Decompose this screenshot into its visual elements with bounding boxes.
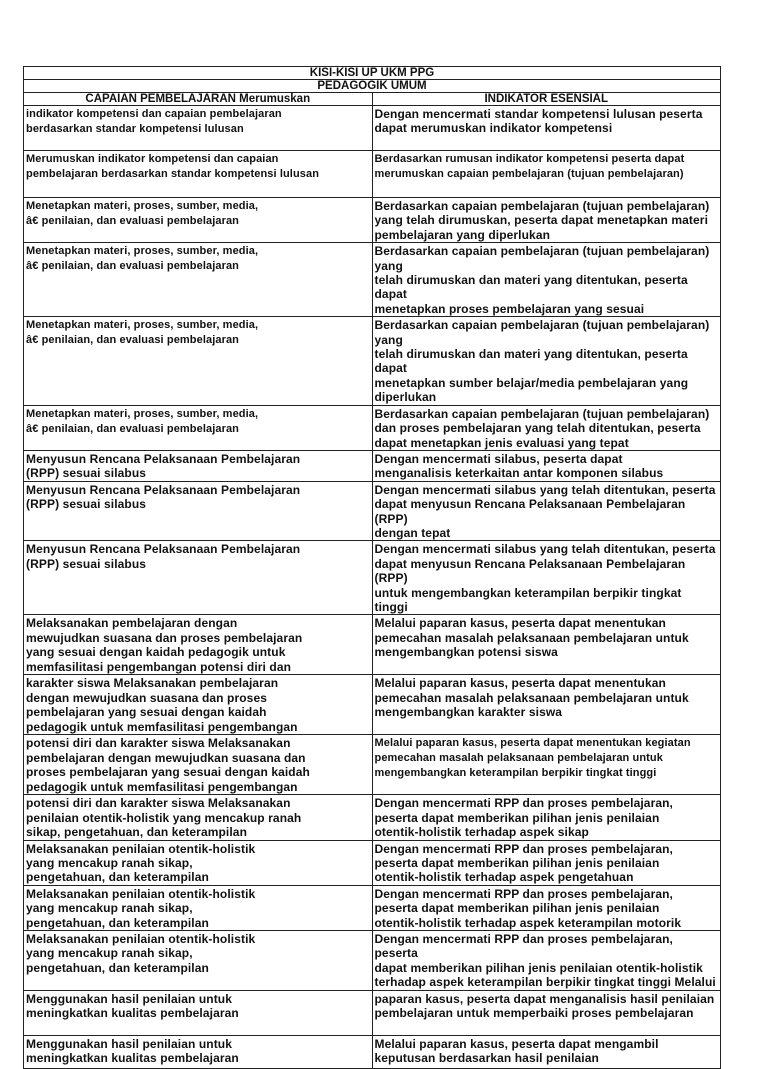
indikator-cell: Melalui paparan kasus, peserta dapat menentukan pemecahan masalah pelaksanaan pembelajaran untuk mengembangkan potensi siswa xyxy=(372,615,721,675)
indikator-cell: Dengan mencermati standar kompetensi lulusan peserta dapat merumuskan indikator kompetensi xyxy=(372,106,721,151)
capaian-cell: Menetapkan materi, proses, sumber, media, â€ penilaian, dan evaluasi pembelajaran xyxy=(24,243,373,317)
indikator-cell: Dengan mencermati silabus yang telah ditentukan, peserta dapat menyusun Rencana Pelaksanaan Pembelajaran (RPP) untuk mengembangkan keterampilan berpikir tingkat tinggi xyxy=(372,541,721,615)
kisi-kisi-table xyxy=(23,66,721,1069)
table-row xyxy=(24,243,721,317)
indikator-cell: Dengan mencermati RPP dan proses pembelajaran, peserta dapat memberikan pilihan jenis penilaian otentik-holistik terhadap aspek pengetahuan xyxy=(372,840,721,885)
title-row-2 xyxy=(24,80,721,93)
indikator-cell: Melalui paparan kasus, peserta dapat mengambil keputusan berdasarkan hasil penilaian xyxy=(372,1035,721,1068)
indikator-cell: Melalui paparan kasus, peserta dapat menentukan pemecahan masalah pelaksanaan pembelajaran untuk mengembangkan karakter siswa xyxy=(372,675,721,735)
title-row-1 xyxy=(24,67,721,80)
table-row xyxy=(24,1035,721,1068)
capaian-cell: Menggunakan hasil penilaian untuk meningkatkan kualitas pembelajaran xyxy=(24,1035,373,1068)
document-subtitle: PEDAGOGIK UMUM xyxy=(24,80,721,93)
capaian-cell: Menetapkan materi, proses, sumber, media, â€ penilaian, dan evaluasi pembelajaran xyxy=(24,405,373,450)
capaian-cell: Menyusun Rencana Pelaksanaan Pembelajaran (RPP) sesuai silabus xyxy=(24,450,373,481)
capaian-cell: Menggunakan hasil penilaian untuk meningkatkan kualitas pembelajaran xyxy=(24,990,373,1035)
capaian-cell: Merumuskan indikator kompetensi dan capaian pembelajaran berdasarkan standar kompetensi lulusan xyxy=(24,151,373,198)
table-row xyxy=(24,481,721,541)
capaian-cell: potensi diri dan karakter siswa Melaksanakan penilaian otentik-holistik yang mencakup ranah sikap, pengetahuan, dan keterampilan xyxy=(24,795,373,840)
indikator-cell: paparan kasus, peserta dapat menganalisis hasil penilaian pembelajaran untuk memperbaiki proses pembelajaran xyxy=(372,990,721,1035)
table-row xyxy=(24,405,721,450)
table-row xyxy=(24,735,721,795)
indikator-cell: Berdasarkan capaian pembelajaran (tujuan pembelajaran) yang telah dirumuskan, peserta dapat menetapkan materi pembelajaran yang diperlukan xyxy=(372,198,721,243)
table-row xyxy=(24,795,721,840)
table-row xyxy=(24,885,721,930)
col2-header: INDIKATOR ESENSIAL xyxy=(372,93,721,106)
indikator-cell: Dengan mencermati RPP dan proses pembelajaran, peserta dapat memberikan pilihan jenis penilaian otentik-holistik terhadap aspek keterampilan motorik xyxy=(372,885,721,930)
indikator-cell: Berdasarkan capaian pembelajaran (tujuan pembelajaran) yang telah dirumuskan dan materi yang ditentukan, peserta dapat menetapkan proses pembelajaran yang sesuai xyxy=(372,243,721,317)
table-row xyxy=(24,990,721,1035)
document-title: KISI-KISI UP UKM PPG xyxy=(24,67,721,80)
table-row xyxy=(24,615,721,675)
indikator-cell: Dengan mencermati RPP dan proses pembelajaran, peserta dapat memberikan pilihan jenis penilaian otentik-holistik terhadap aspek sikap xyxy=(372,795,721,840)
indikator-cell: Berdasarkan capaian pembelajaran (tujuan pembelajaran) dan proses pembelajaran yang telah ditentukan, peserta dapat menetapkan jenis evaluasi yang tepat xyxy=(372,405,721,450)
indikator-cell: Dengan mencermati silabus yang telah ditentukan, peserta dapat menyusun Rencana Pelaksanaan Pembelajaran (RPP) dengan tepat xyxy=(372,481,721,541)
table-row xyxy=(24,840,721,885)
col1-header: CAPAIAN PEMBELAJARAN Merumuskan xyxy=(24,93,373,106)
table-row xyxy=(24,198,721,243)
table-row xyxy=(24,541,721,615)
table-row xyxy=(24,317,721,405)
table-row xyxy=(24,450,721,481)
table-row xyxy=(24,151,721,198)
capaian-cell: Menyusun Rencana Pelaksanaan Pembelajaran (RPP) sesuai silabus xyxy=(24,541,373,615)
table-row xyxy=(24,931,721,991)
capaian-cell: Menyusun Rencana Pelaksanaan Pembelajaran (RPP) sesuai silabus xyxy=(24,481,373,541)
capaian-cell: Melaksanakan penilaian otentik-holistik yang mencakup ranah sikap, pengetahuan, dan keterampilan xyxy=(24,885,373,930)
indikator-cell: Melalui paparan kasus, peserta dapat menentukan kegiatan pemecahan masalah pelaksanaan pembelajaran untuk mengembangkan keterampilan berpikir tingkat tinggi xyxy=(372,735,721,795)
capaian-cell: Menetapkan materi, proses, sumber, media, â€ penilaian, dan evaluasi pembelajaran xyxy=(24,198,373,243)
capaian-cell: indikator kompetensi dan capaian pembelajaran berdasarkan standar kompetensi lulusan xyxy=(24,106,373,151)
capaian-cell: karakter siswa Melaksanakan pembelajaran dengan mewujudkan suasana dan proses pembelajaran yang sesuai dengan kaidah pedagogik untuk memfasilitasi pengembangan xyxy=(24,675,373,735)
indikator-cell: Dengan mencermati silabus, peserta dapat menganalisis keterkaitan antar komponen silabus xyxy=(372,450,721,481)
indikator-cell: Dengan mencermati RPP dan proses pembelajaran, peserta dapat memberikan pilihan jenis penilaian otentik-holistik terhadap aspek keterampilan berpikir tingkat tinggi Melalui xyxy=(372,931,721,991)
capaian-cell: potensi diri dan karakter siswa Melaksanakan pembelajaran dengan mewujudkan suasana dan proses pembelajaran yang sesuai dengan kaidah pedagogik untuk memfasilitasi pengembangan xyxy=(24,735,373,795)
indikator-cell: Berdasarkan rumusan indikator kompetensi peserta dapat merumuskan capaian pembelajaran (tujuan pembelajaran) xyxy=(372,151,721,198)
table-row xyxy=(24,675,721,735)
kisi-kisi-sheet xyxy=(23,66,721,1069)
capaian-cell: Melaksanakan pembelajaran dengan mewujudkan suasana dan proses pembelajaran yang sesuai dengan kaidah pedagogik untuk memfasilitasi pengembangan potensi diri dan xyxy=(24,615,373,675)
indikator-cell: Berdasarkan capaian pembelajaran (tujuan pembelajaran) yang telah dirumuskan dan materi yang ditentukan, peserta dapat menetapkan sumber belajar/media pembelajaran yang diperlukan xyxy=(372,317,721,405)
header-row xyxy=(24,93,721,106)
table-row xyxy=(24,106,721,151)
capaian-cell: Melaksanakan penilaian otentik-holistik yang mencakup ranah sikap, pengetahuan, dan keterampilan xyxy=(24,931,373,991)
capaian-cell: Menetapkan materi, proses, sumber, media, â€ penilaian, dan evaluasi pembelajaran xyxy=(24,317,373,405)
capaian-cell: Melaksanakan penilaian otentik-holistik yang mencakup ranah sikap, pengetahuan, dan keterampilan xyxy=(24,840,373,885)
